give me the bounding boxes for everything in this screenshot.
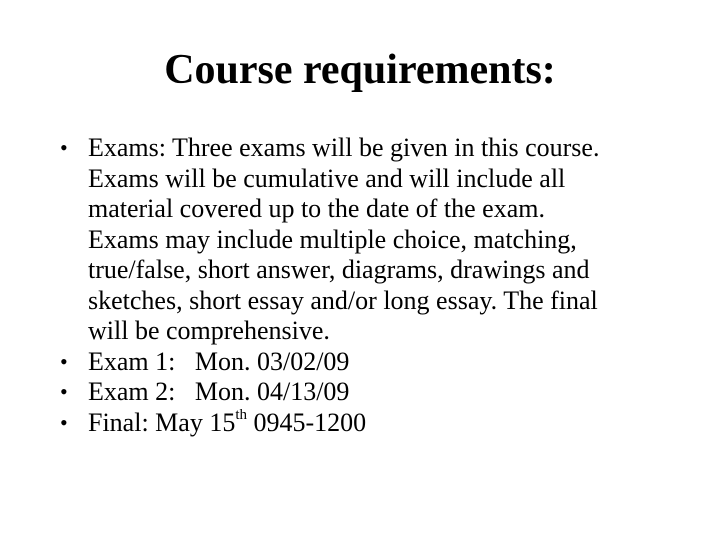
exams-line-4: Exams may include multiple choice, matching, (88, 224, 577, 254)
bullet-list (60, 133, 680, 438)
exam-2-date: Exam 2: Mon. 04/13/09 (88, 377, 350, 406)
list-item-final (60, 408, 680, 439)
final-time: 0945-1200 (247, 407, 367, 437)
final-date-prefix: Final: May 15 (88, 407, 236, 437)
exams-line-7: will be comprehensive. (88, 316, 330, 345)
final-exam-date (88, 408, 680, 439)
bullet-icon: • (60, 348, 68, 374)
exams-line-3: material covered up to the date of the exam. (88, 194, 545, 223)
final-date-ordinal: th (235, 406, 248, 423)
bullet-icon: • (60, 379, 68, 404)
exams-line-6: sketches, short essay and/or long essay. The final (88, 285, 598, 315)
exams-line-1: Exams: Three exams will be given in this course. (88, 133, 600, 162)
list-item-exam-1 (60, 347, 680, 378)
exam-1-date: Exam 1: Mon. 03/02/09 (88, 346, 350, 376)
slide-title: Course requirements: (164, 47, 556, 93)
list-item-exams (60, 133, 680, 347)
exams-line-2: Exams will be cumulative and will include all (88, 163, 566, 193)
bullet-icon: • (60, 409, 68, 435)
exams-line-5: true/false, short answer, diagrams, drawings and (88, 255, 590, 284)
list-item-exam-2 (60, 377, 680, 408)
bullet-icon: • (60, 135, 68, 160)
